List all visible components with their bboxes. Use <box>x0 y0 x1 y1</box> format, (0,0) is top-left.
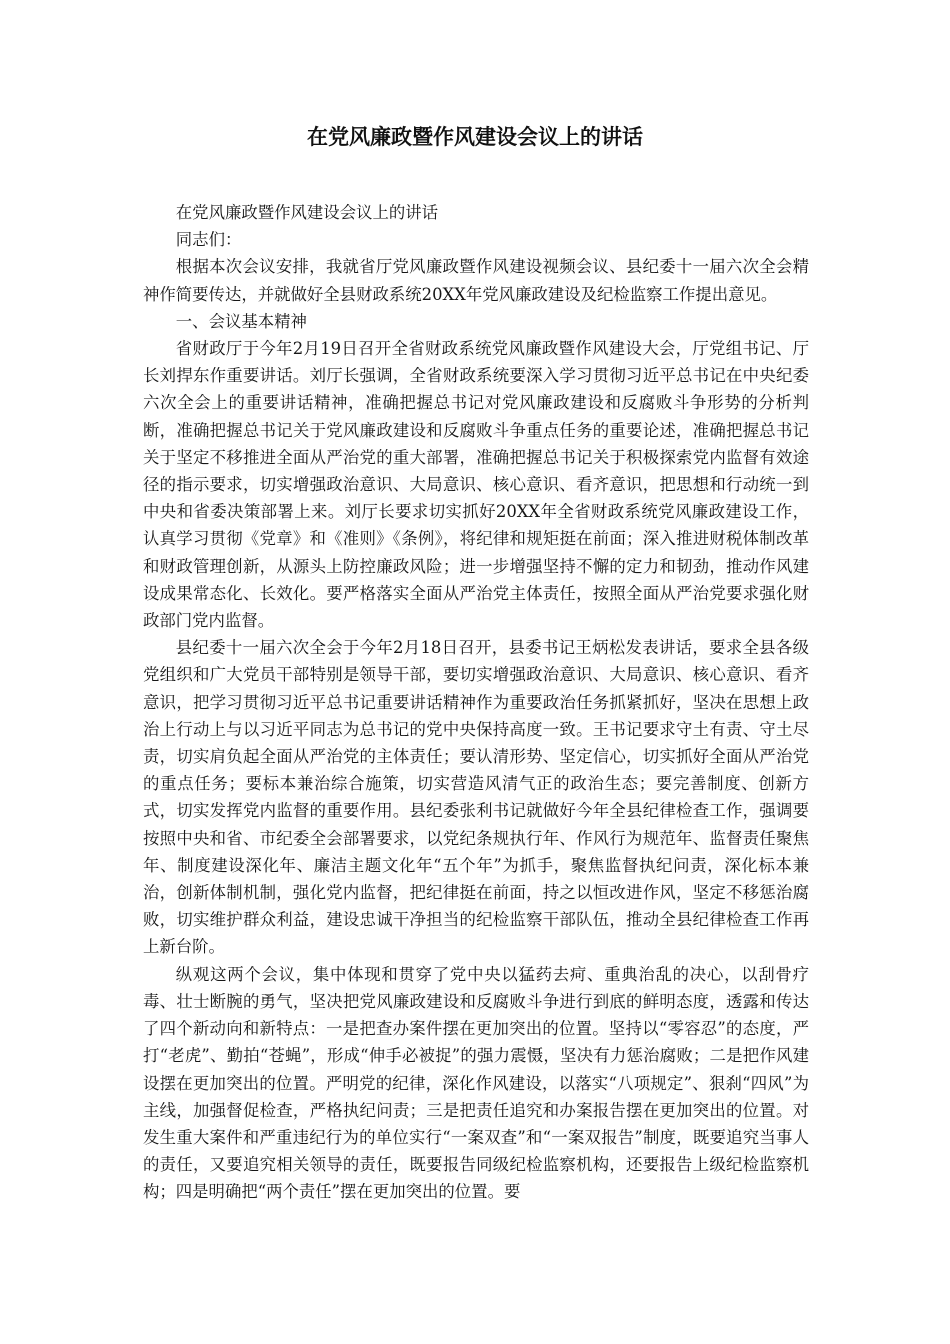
intro-paragraph: 根据本次会议安排，我就省厅党风廉政暨作风建设视频会议、县纪委十一届六次全会精神作简要传达，并就做好全县财政系统20XX年党风廉政建设及纪检监察工作提出意见。 <box>143 257 809 304</box>
body-paragraph: 纵观这两个会议，集中体现和贯穿了党中央以猛药去疴、重典治乱的决心，以刮骨疗毒、壮士断腕的勇气，坚决把党风廉政建设和反腐败斗争进行到底的鲜明态度，透露和传达了四个新动向和新特点：一是把查办案件摆在更加突出的位置。坚持以“零容忍”的态度，严打“老虎”、勤拍“苍蝇”，形成“伸手必被捉”的强力震慑，坚决有力惩治腐败；二是把作风建设摆在更加突出的位置。严明党的纪律，深化作风建设，以落实“八项规定”、狠刹“四风”为主线，加强督促检查，严格执纪问责；三是把责任追究和办案报告摆在更加突出的位置。对发生重大案件和严重违纪行为的单位实行“一案双查”和“一案双报告”制度，既要追究当事人的责任，又要追究相关领导的责任，既要报告同级纪检监察机构，还要报告上级纪检监察机构；四是明确把“两个责任”摆在更加突出的位置。要 <box>143 964 809 1202</box>
document-body <box>143 199 809 1206</box>
subtitle-paragraph: 在党风廉政暨作风建设会议上的讲话 <box>175 203 439 222</box>
body-paragraph: 省财政厅于今年2月19日召开全省财政系统党风廉政暨作风建设大会，厅党组书记、厅长刘捍东作重要讲话。刘厅长强调，全省财政系统要深入学习贯彻习近平总书记在中央纪委六次全会上的重要讲话精神，准确把握总书记对党风廉政建设和反腐败斗争形势的分析判断，准确把握总书记关于党风廉政建设和反腐败斗争重点任务的重要论述，准确把握总书记关于坚定不移推进全面从严治党的重大部署，准确把握总书记关于积极探索党内监督有效途径的指示要求，切实增强政治意识、大局意识、核心意识、看齐意识，把思想和行动统一到中央和省委决策部署上来。刘厅长要求切实抓好20XX年全省财政系统党风廉政建设工作，认真学习贯彻《党章》和《准则》《条例》，将纪律和规矩挺在前面；深入推进财税体制改革和财政管理创新，从源头上防控廉政风险；进一步增强坚持不懈的定力和韧劲，推动作风建设成果常态化、长效化。要严格落实全面从严治党主体责任，按照全面从严治党要求强化财政部门党内监督。 <box>143 339 809 631</box>
document-title: 在党风廉政暨作风建设会议上的讲话 <box>307 124 643 149</box>
salutation-paragraph: 同志们： <box>175 230 242 250</box>
section-heading: 一、会议基本精神 <box>175 311 307 331</box>
body-paragraph: 县纪委十一届六次全会于今年2月18日召开，县委书记王炳松发表讲话，要求全县各级党组织和广大党员干部特别是领导干部，要切实增强政治意识、大局意识、核心意识、看齐意识，把学习贯彻习近平总书记重要讲话精神作为重要政治任务抓紧抓好，坚决在思想上政治上行动上与以习近平同志为总书记的党中央保持高度一致。王书记要求守土有责、守土尽责，切实肩负起全面从严治党的主体责任；要认清形势、坚定信心，切实抓好全面从严治党的重点任务；要标本兼治综合施策，切实营造风清气正的政治生态；要完善制度、创新方式，切实发挥党内监督的重要作用。县纪委张利书记就做好今年全县纪律检查工作，强调要按照中央和省、市纪委全会部署要求，以党纪条规执行年、作风行为规范年、监督责任聚焦年、制度建设深化年、廉洁主题文化年“五个年”为抓手，聚焦监督执纪问责，深化标本兼治，创新体制机制，强化党内监督，把纪律挺在前面，持之以恒改进作风，坚定不移惩治腐败，切实维护群众利益，建设忠诚干净担当的纪检监察干部队伍，推动全县纪律检查工作再上新台阶。 <box>143 638 809 957</box>
